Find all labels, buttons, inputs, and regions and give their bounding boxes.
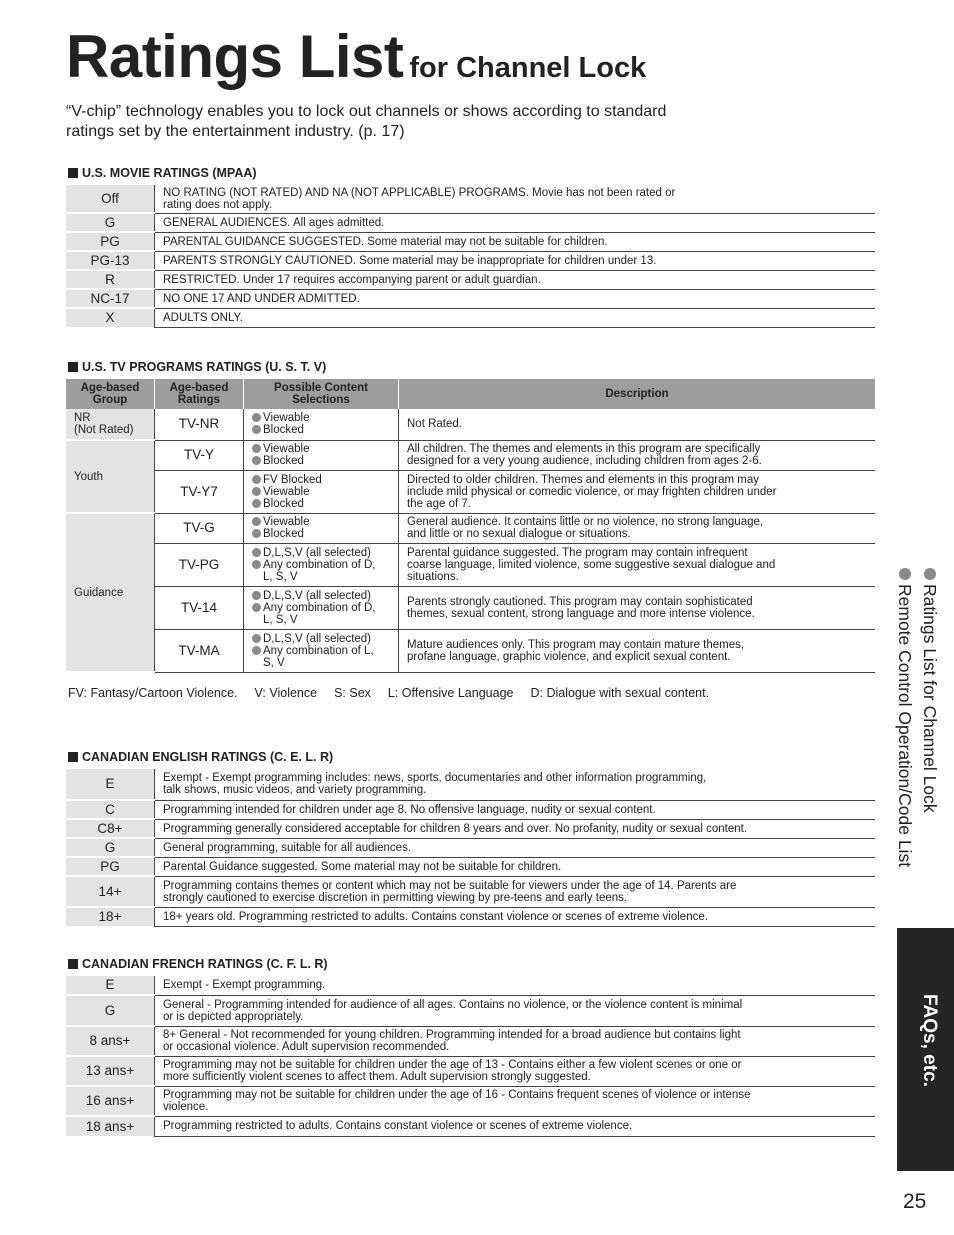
rating-code: E [66,769,155,800]
col-header-description: Description [399,379,876,409]
table-row [66,1086,875,1116]
rating-desc: Parents strongly cautioned. This program may contain sophisticated themes, sexual content, strong language and more intense violence. [399,586,876,629]
bullet-icon [252,456,261,465]
cflr-heading-label: CANADIAN FRENCH RATINGS (C. F. L. R) [82,957,328,971]
table-header-row [66,379,875,409]
title-sub: for Channel Lock [409,52,647,84]
rating-code: PG [66,232,155,251]
page-number: 25 [903,1190,927,1213]
rating-code: NC-17 [66,289,155,308]
title-main: Ratings List [66,23,404,90]
mpaa-heading-label: U.S. MOVIE RATINGS (MPAA) [82,166,257,180]
cflr-table [66,976,875,1137]
bullet-icon [252,499,261,508]
bullet-icon [252,529,261,538]
rating-desc: GENERAL AUDIENCES. All ages admitted. [155,213,876,232]
table-row [66,213,875,232]
table-row [66,232,875,251]
cflr-heading [68,957,328,971]
rating-desc: Programming generally considered acceptable for children 8 years and over. No profanity, nudity or sexual content. [155,819,876,838]
rating-desc: Programming may not be suitable for children under the age of 13 - Contains either a few violent scenes or one or more sufficiently violent scenes to affect them. Adult supervision strongly suggested. [155,1056,876,1086]
bullet-icon [252,603,261,612]
age-group: NR (Not Rated) [66,409,155,440]
content-selections: Viewable Blocked [244,440,399,470]
rating-desc: General programming, suitable for all audiences. [155,838,876,857]
rating-code: 14+ [66,876,155,907]
legend-item: L: Offensive Language [387,686,514,700]
rating-desc: NO ONE 17 AND UNDER ADMITTED. [155,289,876,308]
age-group: Guidance [66,513,155,672]
legend-item: FV: Fantasy/Cartoon Violence. [68,686,238,700]
content-selections: Viewable Blocked [244,409,399,440]
mpaa-heading [68,166,257,180]
age-group: Youth [66,440,155,513]
col-header-selections: Possible Content Selections [244,379,399,409]
col-header-group: Age-based Group [66,379,155,409]
rating-code: PG-13 [66,251,155,270]
rating-desc: RESTRICTED. Under 17 requires accompanying parent or adult guardian. [155,270,876,289]
rating-code: G [66,213,155,232]
sidebar-nav-text [892,568,942,923]
celr-table [66,769,875,927]
tv-rating: TV-NR [155,409,244,440]
rating-desc: Exempt - Exempt programming. [155,976,876,995]
rating-code: X [66,308,155,327]
sidebar-nav [888,568,942,923]
table-row [66,409,875,440]
rating-code: G [66,838,155,857]
rating-code: 8 ans+ [66,1026,155,1056]
content-selections: D,L,S,V (all selected) Any combination of D, L, S, V [244,543,399,586]
rating-desc: ADULTS ONLY. [155,308,876,327]
ustv-heading-label: U.S. TV PROGRAMS RATINGS (U. S. T. V) [82,360,327,374]
rating-code: E [66,976,155,995]
square-bullet-icon [68,752,78,762]
mpaa-table [66,185,875,328]
rating-desc: PARENTAL GUIDANCE SUGGESTED. Some material may not be suitable for children. [155,232,876,251]
rating-code: C8+ [66,819,155,838]
content-selections: FV Blocked Viewable Blocked [244,470,399,513]
rating-code: 18 ans+ [66,1116,155,1136]
legend-item: D: Dialogue with sexual content. [530,686,710,700]
tv-rating: TV-Y7 [155,470,244,513]
rating-desc: Programming restricted to adults. Contains constant violence or scenes of extreme violence. [155,1116,876,1136]
sidebar-item-remote-control: Remote Control Operation/Code List [892,568,917,923]
intro-text: “V-chip” technology enables you to lock out channels or shows according to standard ratings set by the entertainment industry. (p. 17) [66,103,667,140]
ustv-legend [68,686,726,700]
bullet-icon [252,634,261,643]
tv-rating: TV-14 [155,586,244,629]
rating-code: R [66,270,155,289]
rating-desc: 8+ General - Not recommended for young children. Programming intended for a broad audience but contains light or occasional violence. Adult supervision recommended. [155,1026,876,1056]
rating-desc: Programming may not be suitable for children under the age of 16 - Contains frequent scenes of violence or intense violence. [155,1086,876,1116]
table-row [66,308,875,327]
rating-desc: PARENTS STRONGLY CAUTIONED. Some material may be inappropriate for children under 13. [155,251,876,270]
content-selections: Viewable Blocked [244,513,399,543]
table-row [66,251,875,270]
tv-rating: TV-Y [155,440,244,470]
table-row [66,857,875,876]
table-row [66,838,875,857]
table-row [66,185,875,213]
table-row [66,907,875,926]
table-row [66,470,875,513]
page-title [66,22,646,91]
rating-desc: Programming intended for children under age 8. No offensive language, nudity or sexual content. [155,800,876,819]
rating-desc: General - Programming intended for audience of all ages. Contains no violence, or the violence content is minimal or is depicted appropriately. [155,995,876,1026]
table-row [66,270,875,289]
legend-item: S: Sex [334,686,371,700]
bullet-icon [252,413,261,422]
celr-heading-label: CANADIAN ENGLISH RATINGS (C. E. L. R) [82,750,334,764]
bullet-icon [899,568,911,580]
square-bullet-icon [68,362,78,372]
tv-rating: TV-G [155,513,244,543]
ustv-table [66,379,875,673]
rating-desc: Directed to older children. Themes and elements in this program may include mild physical or comedic violence, or may frighten children under the age of 7. [399,470,876,513]
bullet-icon [252,487,261,496]
rating-code: PG [66,857,155,876]
rating-desc: Exempt - Exempt programming includes: news, sports, documentaries and other information programming, talk shows, music videos, and variety programming. [155,769,876,800]
content-selections: D,L,S,V (all selected) Any combination of D, L, S, V [244,586,399,629]
rating-code: 18+ [66,907,155,926]
table-row [66,440,875,470]
col-header-rating: Age-based Ratings [155,379,244,409]
table-row [66,976,875,995]
bullet-icon [252,646,261,655]
table-row [66,629,875,672]
table-row [66,1056,875,1086]
rating-desc: All children. The themes and elements in this program are specifically designed for a very young audience, including children from ages 2-6. [399,440,876,470]
rating-desc: Programming contains themes or content which may not be suitable for viewers under the age of 14. Parents are strongly cautioned to exercise discretion in permitting viewing by pre-teens and early teens. [155,876,876,907]
rating-desc: Parental Guidance suggested. Some material may not be suitable for children. [155,857,876,876]
table-row [66,513,875,543]
table-row [66,769,875,800]
ustv-heading [68,360,326,374]
rating-desc: Not Rated. [399,409,876,440]
section-tab [897,928,954,1171]
bullet-icon [252,548,261,557]
rating-desc: NO RATING (NOT RATED) AND NA (NOT APPLICABLE) PROGRAMS. Movie has not been rated or rating does not apply. [155,185,876,213]
content-selections: D,L,S,V (all selected) Any combination of L, S, V [244,629,399,672]
tv-rating: TV-PG [155,543,244,586]
rating-desc: General audience. It contains little or no violence, no strong language, and little or no sexual dialogue or situations. [399,513,876,543]
bullet-icon [252,444,261,453]
table-row [66,876,875,907]
rating-code: 13 ans+ [66,1056,155,1086]
tv-rating: TV-MA [155,629,244,672]
rating-desc: 18+ years old. Programming restricted to adults. Contains constant violence or scenes of extreme violence. [155,907,876,926]
rating-code: C [66,800,155,819]
bullet-icon [924,568,936,580]
square-bullet-icon [68,959,78,969]
bullet-icon [252,560,261,569]
bullet-icon [252,425,261,434]
bullet-icon [252,517,261,526]
table-row [66,543,875,586]
legend-item: V: Violence [254,686,318,700]
rating-code: G [66,995,155,1026]
bullet-icon [252,475,261,484]
table-row [66,289,875,308]
table-row [66,800,875,819]
square-bullet-icon [68,168,78,178]
bullet-icon [252,591,261,600]
table-row [66,1116,875,1136]
celr-heading [68,750,333,764]
rating-code: 16 ans+ [66,1086,155,1116]
table-row [66,1026,875,1056]
rating-desc: Mature audiences only. This program may contain mature themes, profane language, graphic violence, and explicit sexual content. [399,629,876,672]
rating-code: Off [66,185,155,213]
table-row [66,995,875,1026]
rating-desc: Parental guidance suggested. The program may contain infrequent coarse language, limited violence, some suggestive sexual dialogue and situations. [399,543,876,586]
sidebar-item-ratings-list: Ratings List for Channel Lock [917,568,942,923]
section-tab-label: FAQs, etc. [919,994,940,1087]
table-row [66,586,875,629]
table-row [66,819,875,838]
